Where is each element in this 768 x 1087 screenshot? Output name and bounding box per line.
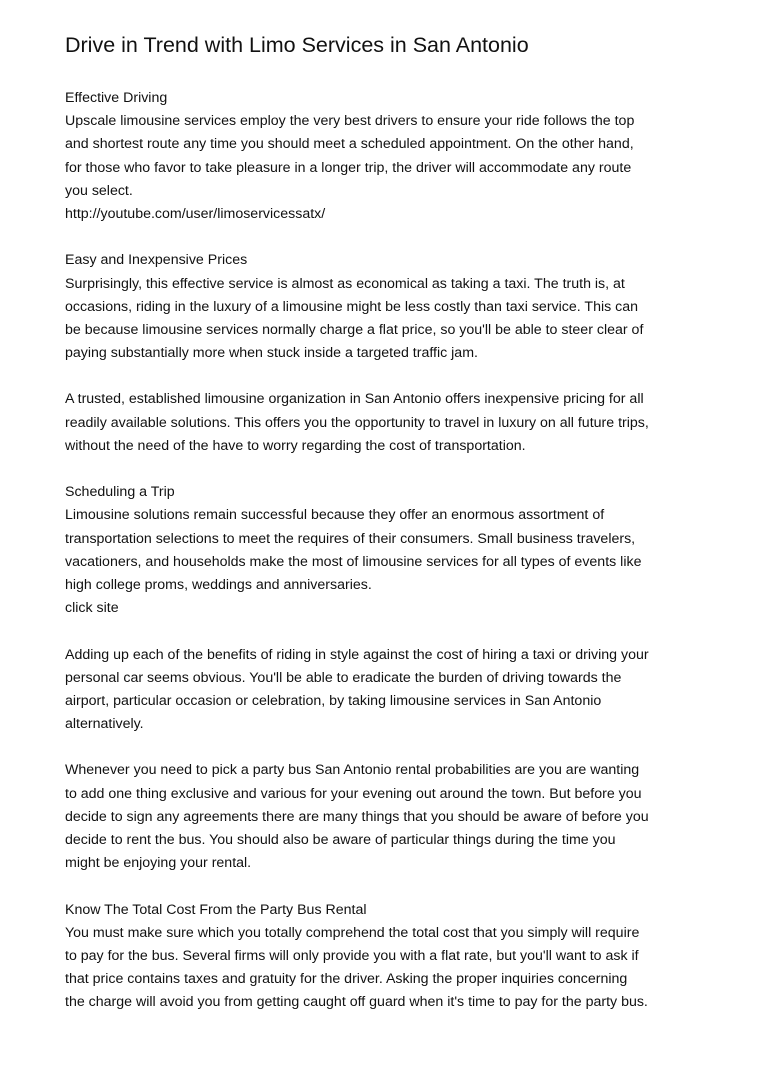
youtube-link-text: http://youtube.com/user/limoservicessatx/	[65, 205, 326, 222]
paragraph-line: Upscale limousine services employ the very best drivers to ensure your ride follows the top	[65, 113, 635, 130]
section-heading: Effective Driving	[65, 90, 168, 106]
section-heading: Know The Total Cost From the Party Bus Rental	[65, 901, 367, 918]
paragraph-line: decide to sign any agreements there are many things that you should be aware of before you	[65, 808, 649, 825]
paragraph-party-bus	[65, 759, 710, 875]
paragraph-line: be because limousine services normally charge a flat price, so you'll be able to steer clear of	[65, 321, 644, 338]
paragraph-spacer	[65, 875, 710, 898]
paragraph-line: decide to rent the bus. You should also be aware of particular things during the time you	[65, 832, 616, 848]
paragraph-line: airport, particular occasion or celebration, by taking limousine services in San Antonio	[65, 692, 602, 709]
paragraph-line: paying substantially more when stuck inside a targeted traffic jam.	[65, 345, 478, 362]
click-site-text: click site	[65, 600, 119, 617]
section-scheduling-trip	[65, 481, 710, 620]
paragraph-line: without the need of the have to worry regarding the cost of transportation.	[65, 437, 526, 454]
section-effective-driving	[65, 87, 710, 226]
document-body	[65, 87, 710, 1015]
paragraph-line: Whenever you need to pick a party bus San Antonio rental probabilities are you are wanting	[65, 762, 640, 779]
section-total-cost	[65, 899, 710, 1015]
paragraph-line: high college proms, weddings and anniversaries.	[65, 576, 372, 593]
section-heading: Scheduling a Trip	[65, 484, 175, 501]
section-easy-prices	[65, 249, 710, 365]
paragraph-line: alternatively.	[65, 716, 144, 733]
paragraph-line: Adding up each of the benefits of riding in style against the cost of hiring a taxi or driving your	[65, 646, 649, 663]
paragraph-spacer	[65, 458, 710, 481]
paragraph-line: A trusted, established limousine organization in San Antonio offers inexpensive pricing for all	[65, 391, 644, 408]
paragraph-spacer	[65, 620, 710, 643]
paragraph-line: that price contains taxes and gratuity for the driver. Asking the proper inquiries concerning	[65, 971, 628, 988]
paragraph-line: You must make sure which you totally comprehend the total cost that you simply will require	[65, 924, 640, 941]
paragraph-line: to add one thing exclusive and various for your evening out around the town. But before you	[65, 785, 642, 802]
paragraph-line: and shortest route any time you should meet a scheduled appointment. On the other hand,	[65, 136, 634, 153]
paragraph-line: you select.	[65, 182, 133, 199]
page-title: Drive in Trend with Limo Services in San Antonio	[65, 33, 529, 57]
paragraph-spacer	[65, 736, 710, 759]
paragraph-line: Limousine solutions remain successful because they offer an enormous assortment of	[65, 507, 605, 524]
paragraph-line: for those who favor to take pleasure in a longer trip, the driver will accommodate any route	[65, 159, 632, 176]
paragraph-line: transportation selections to meet the requires of their consumers. Small business travelers,	[65, 530, 636, 547]
paragraph-line: vacationers, and households make the most of limousine services for all types of events like	[65, 553, 642, 570]
paragraph-line: readily available solutions. This offers you the opportunity to travel in luxury on all future trips,	[65, 414, 649, 431]
paragraph-trusted-organization	[65, 388, 710, 458]
paragraph-benefits	[65, 644, 710, 737]
section-heading: Easy and Inexpensive Prices	[65, 252, 248, 269]
paragraph-line: might be enjoying your rental.	[65, 855, 252, 872]
paragraph-line: to pay for the bus. Several firms will only provide you with a flat rate, but you'll want to ask if	[65, 947, 639, 964]
paragraph-line: occasions, riding in the luxury of a limousine might be less costly than taxi service. This can	[65, 298, 639, 315]
paragraph-spacer	[65, 226, 710, 249]
paragraph-line: personal car seems obvious. You'll be able to eradicate the burden of driving towards the	[65, 669, 622, 686]
paragraph-spacer	[65, 365, 710, 388]
paragraph-line: the charge will avoid you from getting caught off guard when it's time to pay for the party bus.	[65, 994, 648, 1011]
paragraph-line: Surprisingly, this effective service is almost as economical as taking a taxi. The truth is, at	[65, 275, 625, 292]
